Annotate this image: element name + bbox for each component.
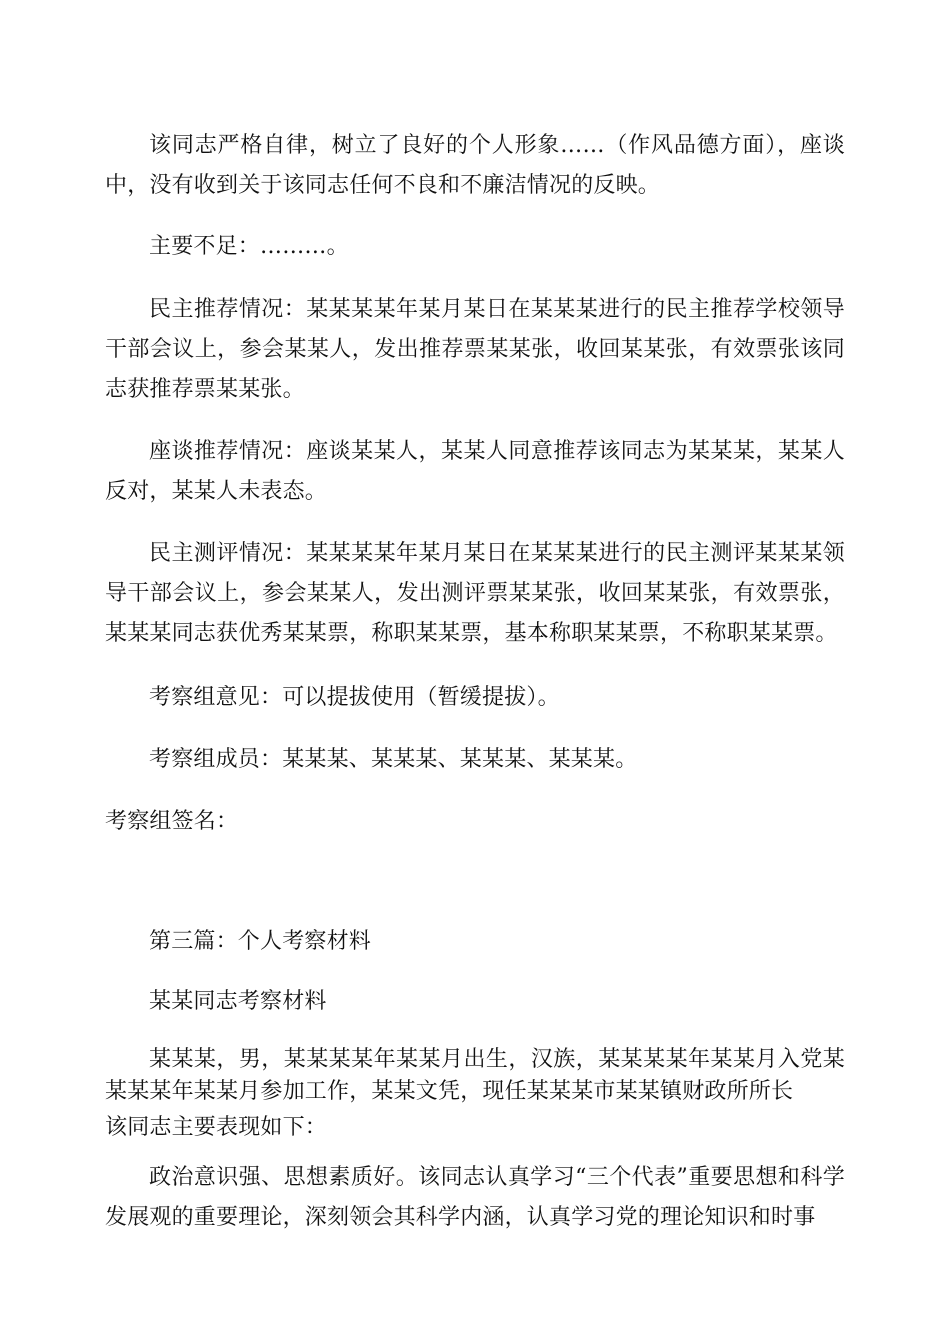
paragraph-democratic-evaluation: 民主测评情况：某某某某年某月某日在某某某进行的民主测评某某某领导干部会议上，参会某某人，发出测评票某某张，收回某某张，有效票张，某某某同志获优秀某某票，称职某某票，基本称职某某票，不称职某某票。 [105,541,845,646]
paragraph-inspection-members: 考察组成员：某某某、某某某、某某某、某某某。 [149,747,638,772]
material-title: 某某同志考察材料 [149,989,327,1014]
paragraph-performance-intro: 该同志主要表现如下： [105,1115,328,1140]
paragraph-conduct: 该同志严格自律，树立了良好的个人形象……（作风品德方面），座谈中，没有收到关于该同志任何不良和不廉洁情况的反映。 [105,133,845,198]
paragraph-political-awareness: 政治意识强、思想素质好。该同志认真学习“三个代表”重要思想和科学发展观的重要理论，深刻领会其科学内涵，认真学习党的理论知识和时事 [105,1165,845,1230]
paragraph-inspection-opinion: 考察组意见：可以提拔使用（暂缓提拔）。 [149,685,560,710]
paragraph-personal-info: 某某某，男，某某某某年某某月出生，汉族，某某某某年某某月入党某某某某年某某月参加工作，某某文凭，现任某某某市某某镇财政所所长 [105,1047,845,1104]
paragraph-interview-recommendation: 座谈推荐情况：座谈某某人，某某人同意推荐该同志为某某某，某某人反对，某某人未表态。 [105,439,845,504]
paragraph-inspection-signature: 考察组签名： [105,809,239,834]
paragraph-democratic-recommendation: 民主推荐情况：某某某某年某月某日在某某某进行的民主推荐学校领导干部会议上，参会某某人，发出推荐票某某张，收回某某张，有效票张该同志获推荐票某某张。 [105,297,845,402]
paragraph-shortcomings: 主要不足：………。 [149,234,349,259]
section-heading: 第三篇：个人考察材料 [149,929,372,954]
